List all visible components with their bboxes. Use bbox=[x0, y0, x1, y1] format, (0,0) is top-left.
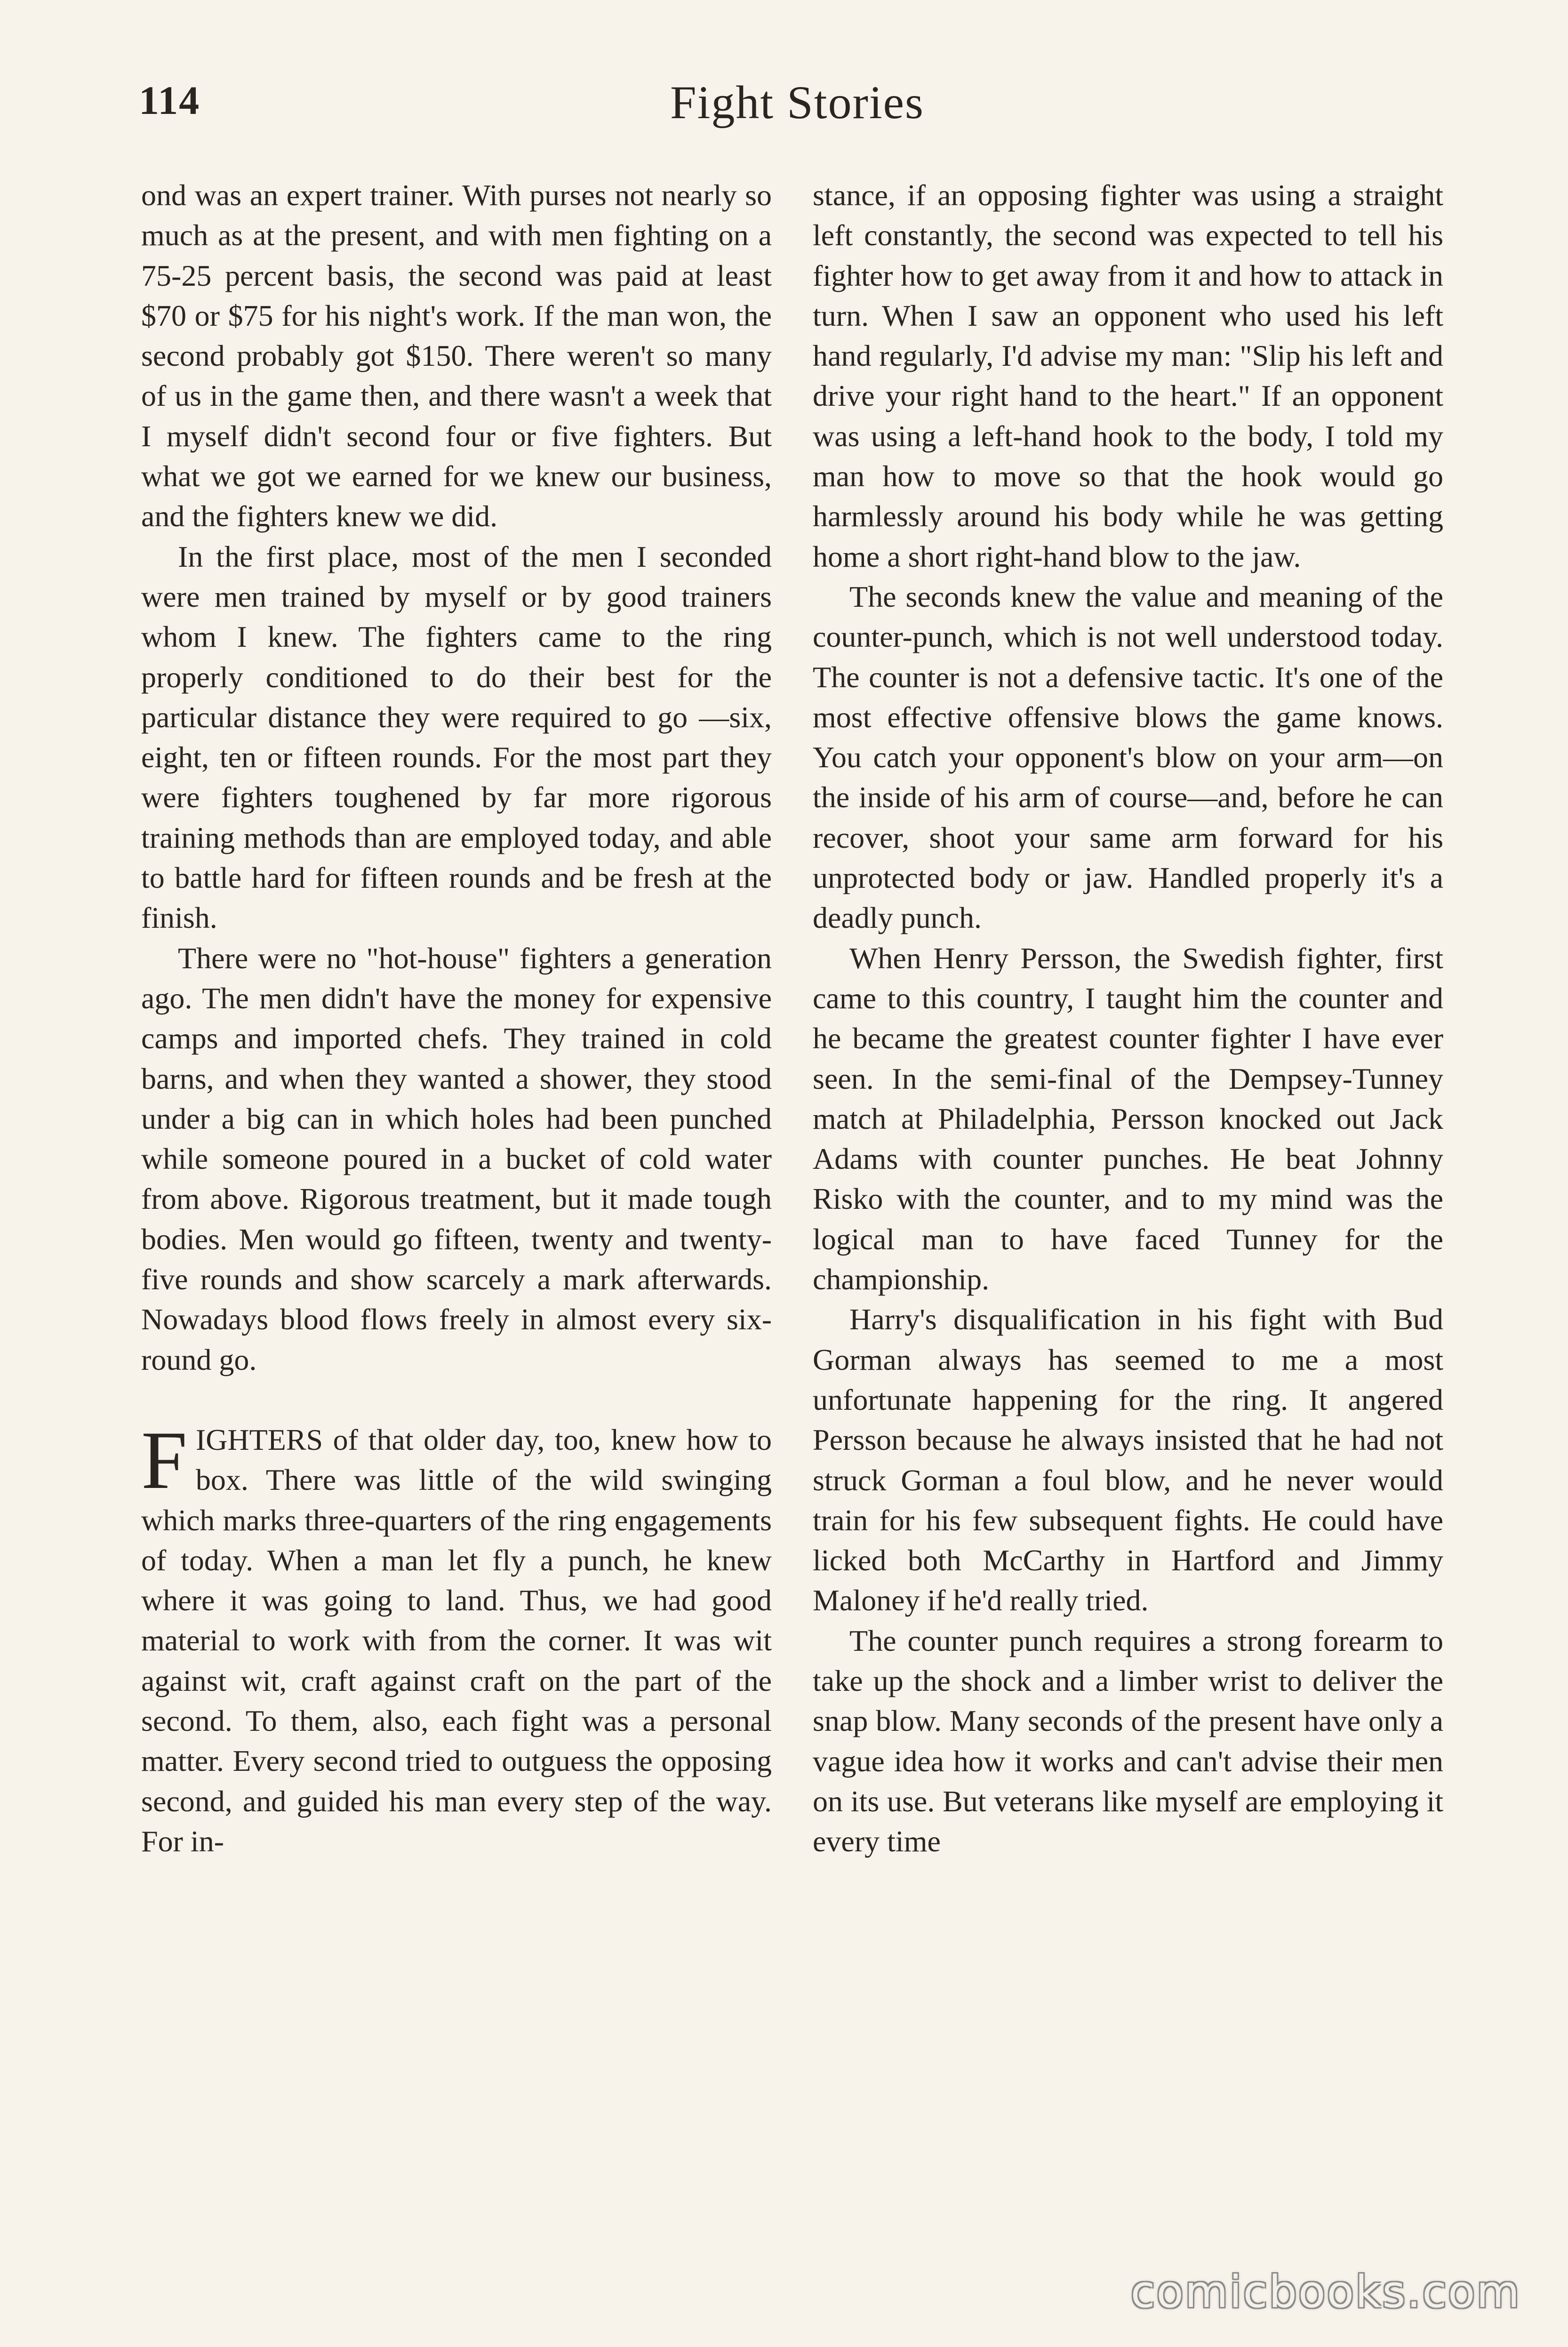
section-paragraph bbox=[141, 1414, 772, 1861]
paragraph: The seconds knew the value and meaning of the counter-punch, which is not well understood today. The counter is not a defensive tactic. It's one of the most effective offensive blows the game knows. You catch your opponent's blow on your arm—on the inside of his arm of course—and, before he can recover, shoot your same arm forward for his unprotected body or jaw. Handled properly it's a deadly punch. bbox=[813, 579, 1443, 935]
paragraph: There were no "hot-house" fighters a generation ago. The men didn't have the money for expensive camps and imported chefs. They trained in cold barns, and when they wanted a shower, they stood under a big can in which holes had been punched while someone poured in a bucket of cold water from above. Rigorous treatment, but it made tough bodies. Men would go fifteen, twenty and twenty-five rounds and show scarcely a mark afterwards. Nowadays blood flows freely in almost every six-round go. bbox=[141, 941, 772, 1376]
page-number: 114 bbox=[139, 78, 200, 123]
left-column bbox=[141, 175, 772, 1861]
right-column bbox=[813, 175, 1443, 1861]
drop-cap: F bbox=[141, 1414, 187, 1506]
paragraph-text: IGHTERS of that older day, too, knew how to box. There was little of the wild swinging which marks three-quarters of the ring engagements of today. When a man let fly a punch, he knew where it was going to land. Thus, we had good material to work with from the corner. It was wit against wit, craft against craft on the part of the second. To them, also, each fight was a personal matter. Every second tried to outguess the opposing second, and guided his man every step of the way. For in- bbox=[141, 1423, 772, 1858]
paragraph: When Henry Persson, the Swedish fighter, first came to this country, I taught him the counter and he became the greatest counter fighter I have ever seen. In the semi-final of the Dempsey-Tunney match at Philadelphia, Persson knocked out Jack Adams with counter punches. He beat Johnny Risko with the counter, and to my mind was the logical man to have faced Tunney for the championship. bbox=[813, 941, 1443, 1296]
running-title: Fight Stories bbox=[670, 76, 924, 129]
watermark-logo: comicbooks.com bbox=[1130, 2267, 1521, 2318]
paragraph: ond was an expert trainer. With purses not nearly so much as at the present, and with men fighting on a 75-25 percent basis, the second was paid at least $70 or $75 for his night's work. If the man won, the second probably got $150. There weren't so many of us in the game then, and there wasn't a week that I myself didn't second four or five fighters. But what we got we earned for we knew our business, and the fighters knew we did. bbox=[141, 178, 772, 533]
paragraph: Harry's disqualification in his fight with Bud Gorman always has seemed to me a most unfortunate happening for the ring. It angered Persson because he always insisted that he had not struck Gorman a foul blow, and he never would train for his few subsequent fights. He could have licked both McCarthy in Hartford and Jimmy Maloney if he'd really tried. bbox=[813, 1302, 1443, 1617]
paragraph: In the first place, most of the men I seconded were men trained by myself or by good trainers whom I knew. The fighters came to the ring properly conditioned to do their best for the particular distance they were required to go —six, eight, ten or fifteen rounds. For the most part they were fighters toughened by far more rigorous training methods than are employed today, and able to battle hard for fifteen rounds and be fresh at the finish. bbox=[141, 539, 772, 935]
paragraph: stance, if an opposing fighter was using a straight left constantly, the second was expected to tell his fighter how to get away from it and how to attack in turn. When I saw an opponent who used his left hand regularly, I'd advise my man: "Slip his left and drive your right hand to the heart." If an opponent was using a left-hand hook to the body, I told my man how to move so that the hook would go harmlessly around his body while he was getting home a short right-hand blow to the jaw. bbox=[813, 178, 1443, 573]
paragraph: The counter punch requires a strong forearm to take up the shock and a limber wrist to deliver the snap blow. Many seconds of the present have only a vague idea how it works and can't advise their men on its use. But veterans like myself are employing it every time bbox=[813, 1624, 1443, 1858]
